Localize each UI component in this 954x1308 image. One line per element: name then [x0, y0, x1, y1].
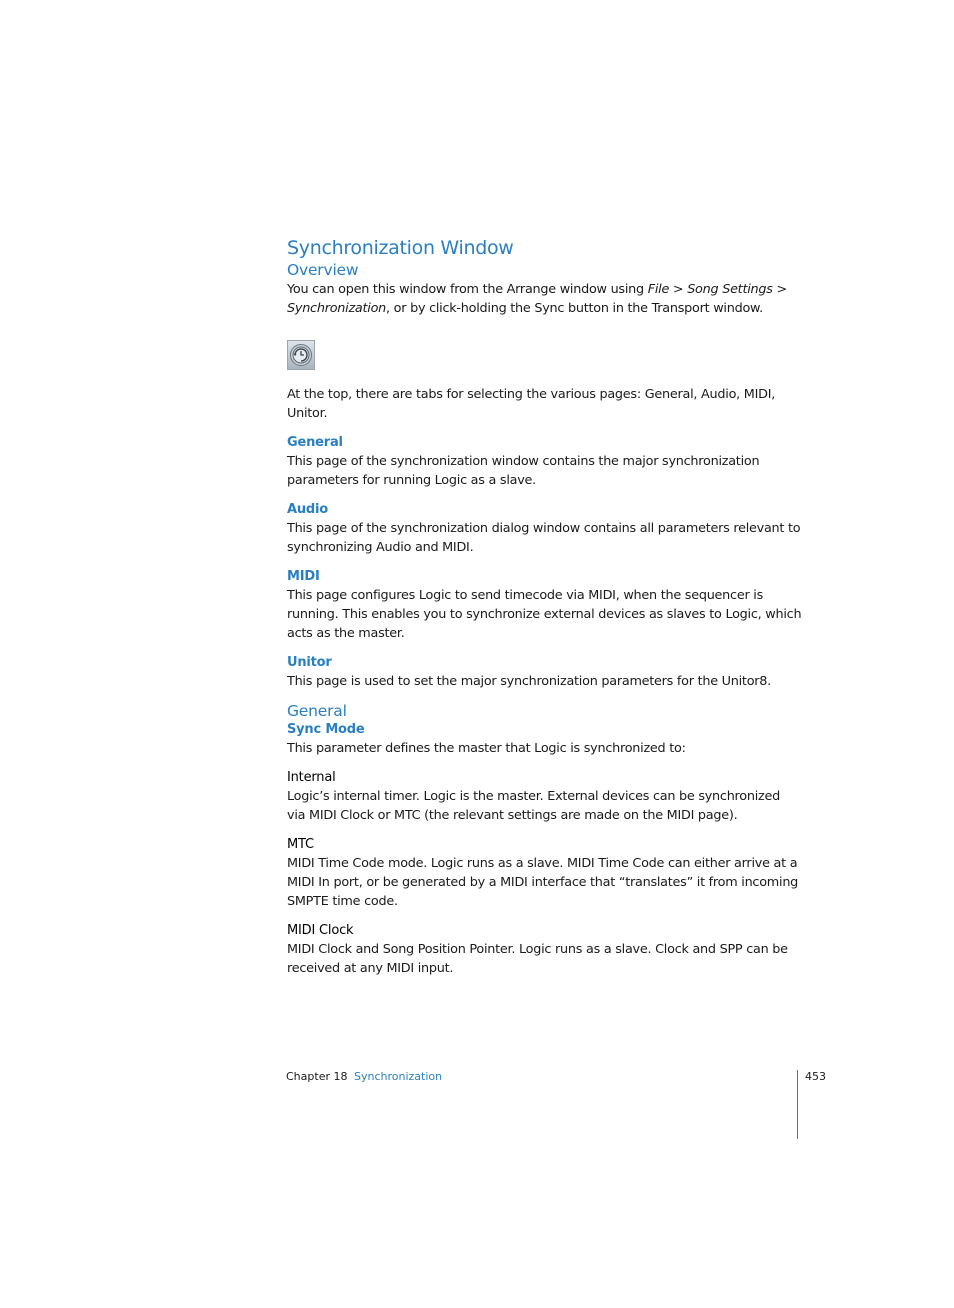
page-content [287, 236, 802, 978]
mode-midi-clock-text: MIDI Clock and Song Position Pointer. Logic runs as a slave. Clock and SPP can be received at any MIDI input. [287, 942, 788, 976]
mode-internal-text: Logic’s internal timer. Logic is the master. External devices can be synchronized via MIDI Clock or MTC (the relevant settings are made on the MIDI page). [287, 789, 780, 823]
page-title: Synchronization Window [287, 237, 514, 259]
page-general-heading: General [287, 435, 343, 450]
sync-button-icon [287, 340, 315, 370]
mode-internal-term: Internal [287, 770, 336, 785]
overview-paragraph [287, 280, 802, 318]
page-general-text: This page of the synchronization window contains the major synchronization parameters for running Logic as a slave. [287, 454, 760, 488]
page-footer [286, 1070, 826, 1090]
menu-path-separator: > [772, 282, 787, 297]
mode-mtc-term: MTC [287, 837, 314, 852]
overview-text-2: , or by click-holding the Sync button in the Transport window. [386, 301, 763, 316]
page-unitor-text: This page is used to set the major synchronization parameters for the Unitor8. [287, 674, 771, 689]
footer-page-number: 453 [805, 1070, 826, 1083]
mode-midi-clock-term: MIDI Clock [287, 923, 354, 938]
overview-text-1: You can open this window from the Arrange window using [287, 282, 648, 297]
footer-divider [797, 1070, 798, 1139]
tabs-paragraph: At the top, there are tabs for selecting the various pages: General, Audio, MIDI, Unitor. [287, 387, 776, 421]
menu-path-file: File [647, 282, 670, 297]
overview-heading: Overview [287, 261, 359, 279]
page-audio-heading: Audio [287, 502, 329, 517]
page-audio-text: This page of the synchronization dialog window contains all parameters relevant to synchronizing Audio and MIDI. [287, 521, 801, 555]
page-midi-text: This page configures Logic to send timecode via MIDI, when the sequencer is running. This enables you to synchronize external devices as slaves to Logic, which acts as the master. [287, 588, 802, 641]
footer-chapter: Chapter 18 [286, 1070, 348, 1083]
menu-path-separator: > [669, 282, 688, 297]
sync-mode-text: This parameter defines the master that Logic is synchronized to: [287, 741, 686, 756]
page-midi-heading: MIDI [287, 569, 320, 584]
page-unitor-heading: Unitor [287, 655, 332, 670]
footer-chapter-name: Synchronization [354, 1070, 443, 1083]
menu-path-synchronization: Synchronization [287, 301, 387, 316]
sync-clock-icon [289, 343, 313, 367]
mode-mtc-text: MIDI Time Code mode. Logic runs as a slave. MIDI Time Code can either arrive at a MIDI In port, or be generated by a MIDI interface that “translates” it from incoming SMPTE time code. [287, 856, 799, 909]
menu-path-song-settings: Song Settings [687, 282, 773, 297]
general-heading: General [287, 702, 347, 720]
sync-mode-heading: Sync Mode [287, 722, 365, 737]
